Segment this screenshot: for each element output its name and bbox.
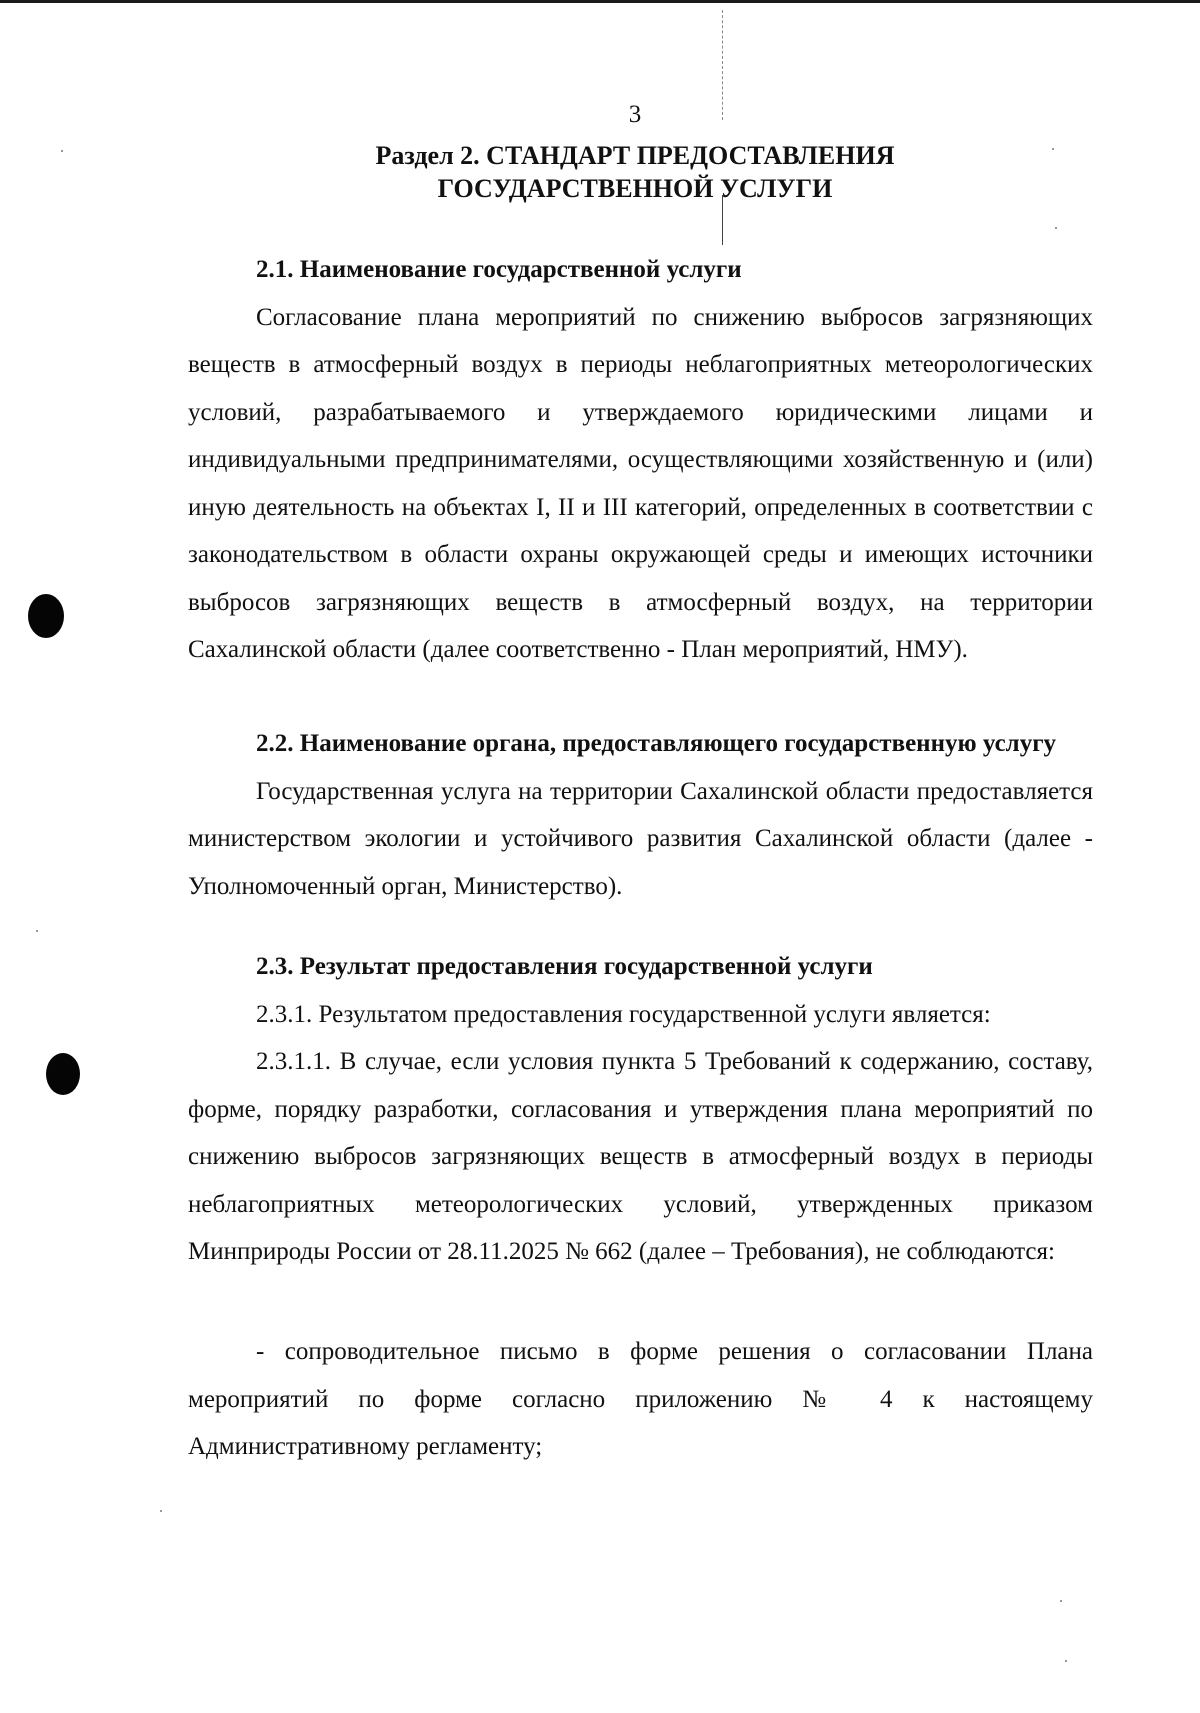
scan-speck xyxy=(1060,1600,1062,1602)
scan-speck xyxy=(61,150,63,152)
scan-speck xyxy=(1055,227,1057,229)
page-number: 3 xyxy=(628,101,642,128)
section-2-3-list xyxy=(188,1328,1093,1471)
section-title xyxy=(250,139,1020,205)
section-2-3 xyxy=(188,943,1093,1276)
list-item: - сопроводительное письмо в форме решения о согласовании Плана мероприятий по форме согласно приложению № 4 к настоящему Административному регламенту; xyxy=(188,1338,1093,1460)
scan-speck xyxy=(1052,148,1054,150)
paragraph: 2.3.1.1. В случае, если условия пункта 5 Требований к содержанию, составу, форме, порядку разработки, согласования и утверждения плана мероприятий по снижению выбросов загрязняющих веществ в атмосферный воздух в периоды неблагоприятных метеорологических условий, утвержденных приказом Минприроды России от 28.11.2025 № 662 (далее – Требования), не соблюдаются: xyxy=(188,1048,1093,1265)
paragraph: 2.3.1. Результатом предоставления государственной услуги является: xyxy=(256,1000,991,1028)
section-title-line: ГОСУДАРСТВЕННОЙ УСЛУГИ xyxy=(437,174,833,203)
punch-hole xyxy=(46,1053,80,1095)
scan-speck xyxy=(36,930,38,932)
section-heading: 2.1. Наименование государственной услуги xyxy=(256,256,742,283)
section-title-line: Раздел 2. СТАНДАРТ ПРЕДОСТАВЛЕНИЯ xyxy=(375,141,895,170)
section-2-2 xyxy=(188,720,1093,910)
punch-hole xyxy=(28,594,64,638)
scan-speck xyxy=(160,1510,162,1512)
scan-speck xyxy=(1065,1660,1067,1662)
section-2-1 xyxy=(188,246,1093,674)
section-heading: 2.3. Результат предоставления государственной услуги xyxy=(256,953,873,980)
paragraph: Согласование плана мероприятий по снижению выбросов загрязняющих веществ в атмосферный воздух в периоды неблагоприятных метеорологических условий, разрабатываемого и утверждаемого юридическими лицами и индивидуальными предпринимателями, осуществляющими хозяйственную и (или) иную деятельность на объектах I, II и III категорий, определенных в соответствии с законодательством в области охраны окружающей среды и имеющих источники выбросов загрязняющих веществ в атмосферный воздух, на территории Сахалинской области (далее соответственно - План мероприятий, НМУ). xyxy=(188,303,1093,663)
paragraph: Государственная услуга на территории Сахалинской области предоставляется министерством экологии и устойчивого развития Сахалинской области (далее - Уполномоченный орган, Министерство). xyxy=(188,777,1093,900)
section-heading: 2.2. Наименование органа, предоставляющего государственную услугу xyxy=(256,730,1057,757)
scan-edge-line xyxy=(0,0,1200,3)
